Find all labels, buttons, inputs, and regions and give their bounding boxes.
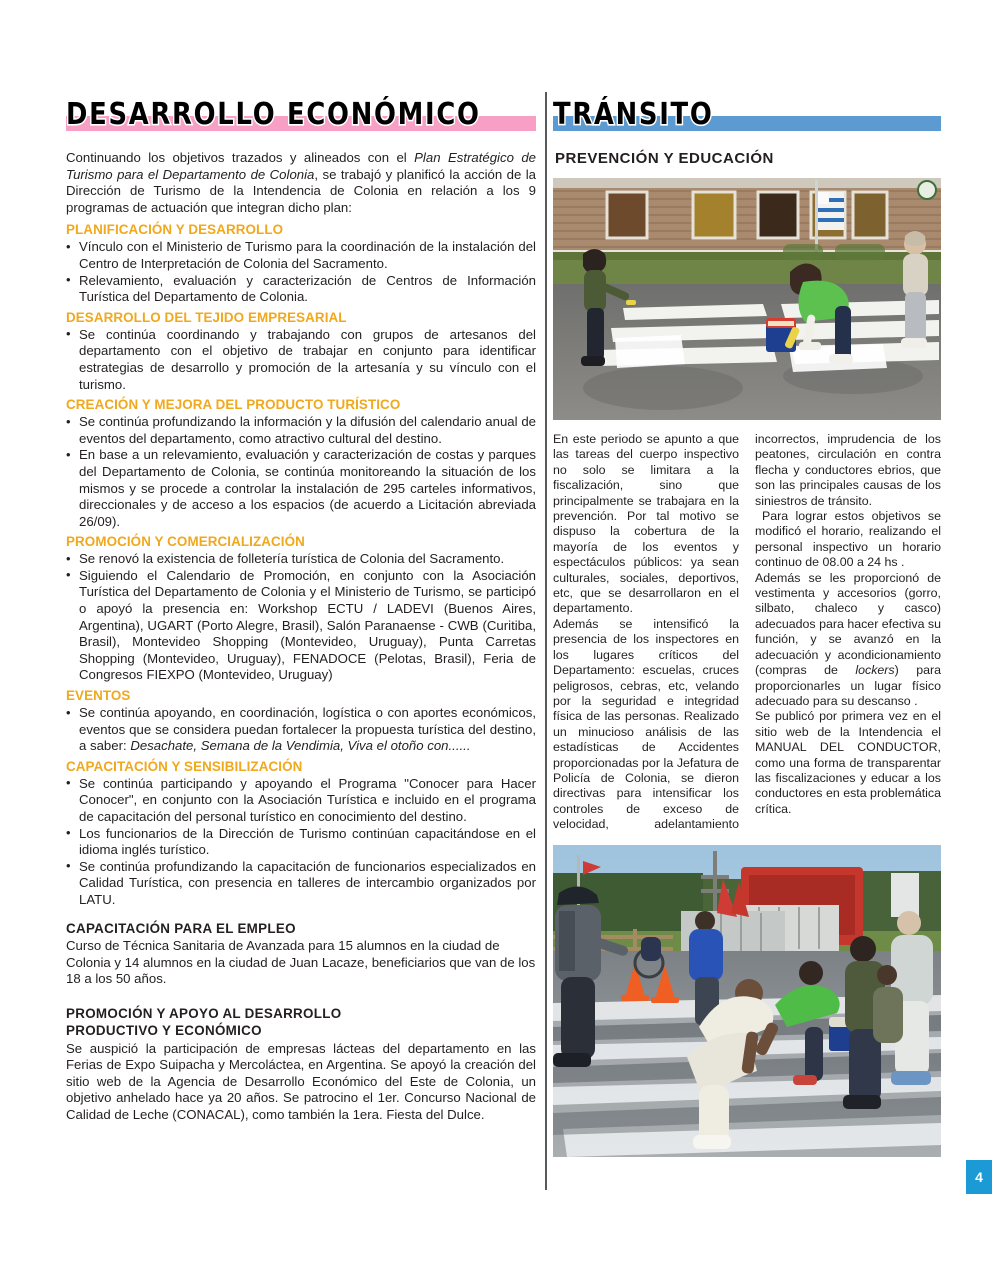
- left-column: [66, 96, 536, 1124]
- bullet-list-promocion-comercializacion: [66, 551, 536, 684]
- list-item: • En base a un relevamiento, evaluación y caracterización de costas y parques del Departamento de Colonia, se continúa monitoreando la situación de los mismos y se procede a controlar la instalación de 295 carteles informativos, direccionales y de acceso a los espacios (de acuerdo a Licitación abreviada 26/09).: [66, 447, 536, 530]
- paragraph-manual-conductor: Se publicó por primera vez en el sitio web de la Intendencia el MANUAL DEL CONDUCTOR, como una forma de transparentar las fiscalizaciones y educar a los conductores en esta problemática crítica.: [755, 709, 941, 816]
- lockers-text-b: ) para proporcionarles un lugar físico adecuado para su descanso .: [755, 663, 941, 708]
- lockers-italic: lockers: [855, 663, 895, 678]
- paragraph-horario: Para lograr estos objetivos se modificó el horario, realizando el personal inspectivo un horario continuo de 08.00 a 24 hs .: [755, 509, 941, 570]
- column-divider: [545, 92, 547, 1190]
- bullet-list-tejido-empresarial: [66, 327, 536, 393]
- photo-crosswalk-painting-group: [553, 845, 941, 1157]
- section-heading-producto-turistico: CREACIÓN Y MEJORA DEL PRODUCTO TURÍSTICO: [66, 397, 401, 413]
- list-item: • Los funcionarios de la Dirección de Turismo continúan capacitándose en el idioma inglés turístico.: [66, 826, 536, 859]
- photo-crosswalk-painting-school: [553, 178, 941, 420]
- intro-paragraph: [66, 150, 536, 216]
- paragraph-inspectores: Además se intensificó la presencia de los inspectores en los lugares críticos del Departamento: escuelas, cruces peligrosos, cebras, etc, velando por la seguridad e integridad física de las personas. Realizado un minucioso análisis de las estadísticas de Accidentes proporcionadas por la Jefatura de Policía de Colonia, se dieron directivas para intensificar los controles de exceso de velocidad, adelantamiento incorrectos, imprudencia de los peatones, circulación en contra flecha y conductores ebrios, que son las principales causas de los siniestros de tránsito.: [553, 432, 941, 832]
- section-heading-promocion-comercializacion: PROMOCIÓN Y COMERCIALIZACIÓN: [66, 534, 305, 550]
- transito-body-text: [553, 432, 941, 833]
- subheading-promocion-apoyo-line1: PROMOCIÓN Y APOYO AL DESARROLLO: [66, 1005, 342, 1021]
- desarrollo-economico-banner: [66, 96, 536, 138]
- section-heading-planificacion: PLANIFICACIÓN Y DESARROLLO: [66, 222, 284, 238]
- bullet-list-capacitacion: [66, 776, 536, 909]
- paragraph-prevencion: En este periodo se apunto a que las tareas del cuerpo inspectivo no solo se limitara a la fiscalización, sino que principalmente se trabajara en la prevención. Por tal motivo se dispuso la cobertura de la mayoría de los eventos y espectáculos públicos: ya sean culturales, sociales, deportivos, etc, que se desarrollaron en el departamento.: [553, 432, 739, 616]
- spacer: [66, 994, 536, 1006]
- list-item: • Se continúa coordinando y trabajando con grupos de artesanos del departamento con el objetivo de trabajar en conjunto para identificar estrategias de desarrollo y promoción de la artesanía y su vínculo con el turismo.: [66, 327, 536, 393]
- list-item: • Vínculo con el Ministerio de Turismo para la coordinación de la instalación del Centro de Interpretación de Colonia del Sacramento.: [66, 239, 536, 272]
- subheading-promocion-apoyo-line2: PRODUCTIVO Y ECONÓMICO: [66, 1023, 262, 1039]
- intro-part-a: Continuando los objetivos trazados y alineados con el: [66, 150, 415, 165]
- paragraph-promocion-apoyo: Se auspició la participación de empresas lácteas del departamento en las Ferias de Expo Suipacha y Mercoláctea, en Argentina. Se apoyó la creación del sitio web de la Agencia de Desarrollo Económico del Este de Colonia, un objetivo anhelado hace ya 20 años. Se patrocino el 1er. Concurso Nacional de Calidad de Leche (CONACAL), como también la 1era. Fiesta del Dulce.: [66, 1040, 536, 1122]
- lockers-text-a: Además se les proporcionó de vestimenta y accesorios (gorro, silbato, chaleco y casco) adecuados para hacer efectiva su función, y se avanzó en la adecuación y acondicionamiento (compras de: [755, 570, 941, 678]
- list-item: [66, 705, 536, 755]
- desarrollo-economico-title: DESARROLLO ECONÓMICO: [66, 97, 481, 132]
- bullet-list-producto-turistico: [66, 414, 536, 530]
- intro-italic-title: Plan Estratégico de Turismo para el Departamento de Colonia: [66, 150, 536, 182]
- list-item: • Se continúa profundizando la capacitación de funcionarios especializados en Calidad Turística, con presencia en talleres de intercambio organizados por LATU.: [66, 859, 536, 909]
- paragraph-capacitacion-empleo: Curso de Técnica Sanitaria de Avanzada para 15 alumnos en la ciudad de Colonia y 14 alumnos en la ciudad de Juan Lacaze, beneficiarios que van de los 18 a los 50 años.: [66, 937, 536, 987]
- list-item: • Siguiendo el Calendario de Promoción, en conjunto con la Asociación Turística del Departamento de Colonia y el Ministerio de Turismo, se participó o apoyó la presencia en: Workshop ECTU / LADEVI (Buenos Aires, Argentina), UGART (Porto Alegre, Brasil), Salón Paranaense - CWB (Curitiba, Brasil), Montevideo Shopping (Montevideo, Uruguay), Punta Carretas Shopping (Montevideo, Uruguay), FENADOCE (Pelotas, Brasil), Feria de Congresos FIEXPO (Montevideo, Uruguay): [66, 568, 536, 684]
- list-item: • Se continúa participando y apoyando el Programa "Conocer para Hacer Conocer", en conjunto con la Asociación Turística e incluido en el programa de capacitación del personal turístico en conocimiento del destino.: [66, 776, 536, 826]
- list-item: • Relevamiento, evaluación y caracterización de Centros de Información Turística del Departamento de Colonia.: [66, 273, 536, 306]
- section-heading-capacitacion-sensibilizacion: CAPACITACIÓN Y SENSIBILIZACIÓN: [66, 758, 303, 774]
- right-column: [553, 96, 941, 1157]
- spacer: [66, 909, 536, 921]
- bullet-list-planificacion: [66, 239, 536, 305]
- page-number-badge: 4: [966, 1160, 992, 1194]
- list-item: • Se renovó la existencia de folletería turística de Colonia del Sacramento.: [66, 551, 536, 568]
- section-heading-tejido-empresarial: DESARROLLO DEL TEJIDO EMPRESARIAL: [66, 309, 347, 325]
- eventos-text: Se continúa apoyando, en coordinación, logística o con aportes económicos, eventos que se considera puedan fortalecer la propuesta turística del destino, a saber:: [79, 705, 536, 754]
- bullet-list-eventos: [66, 705, 536, 755]
- list-item: • Se continúa profundizando la información y la difusión del calendario anual de eventos del departamento, como atractivo cultural del destino.: [66, 414, 536, 447]
- subheading-capacitacion-empleo: CAPACITACIÓN PARA EL EMPLEO: [66, 920, 296, 936]
- transito-banner: [553, 96, 941, 138]
- eventos-italic-names: Desachate, Semana de la Vendimia, Viva el otoño con......: [130, 738, 471, 754]
- paragraph-vestimenta-lockers: [755, 571, 941, 710]
- transito-title: TRÁNSITO: [553, 97, 714, 132]
- intro-part-b: , se trabajó y planificó la acción de la Dirección de Turismo de la Intendencia de Colonia en relación a los 9 programas de actuación que integran dicho plan:: [66, 166, 536, 215]
- section-heading-eventos: EVENTOS: [66, 688, 131, 704]
- subtitle-prevencion-educacion: PREVENCIÓN Y EDUCACIÓN: [555, 150, 774, 167]
